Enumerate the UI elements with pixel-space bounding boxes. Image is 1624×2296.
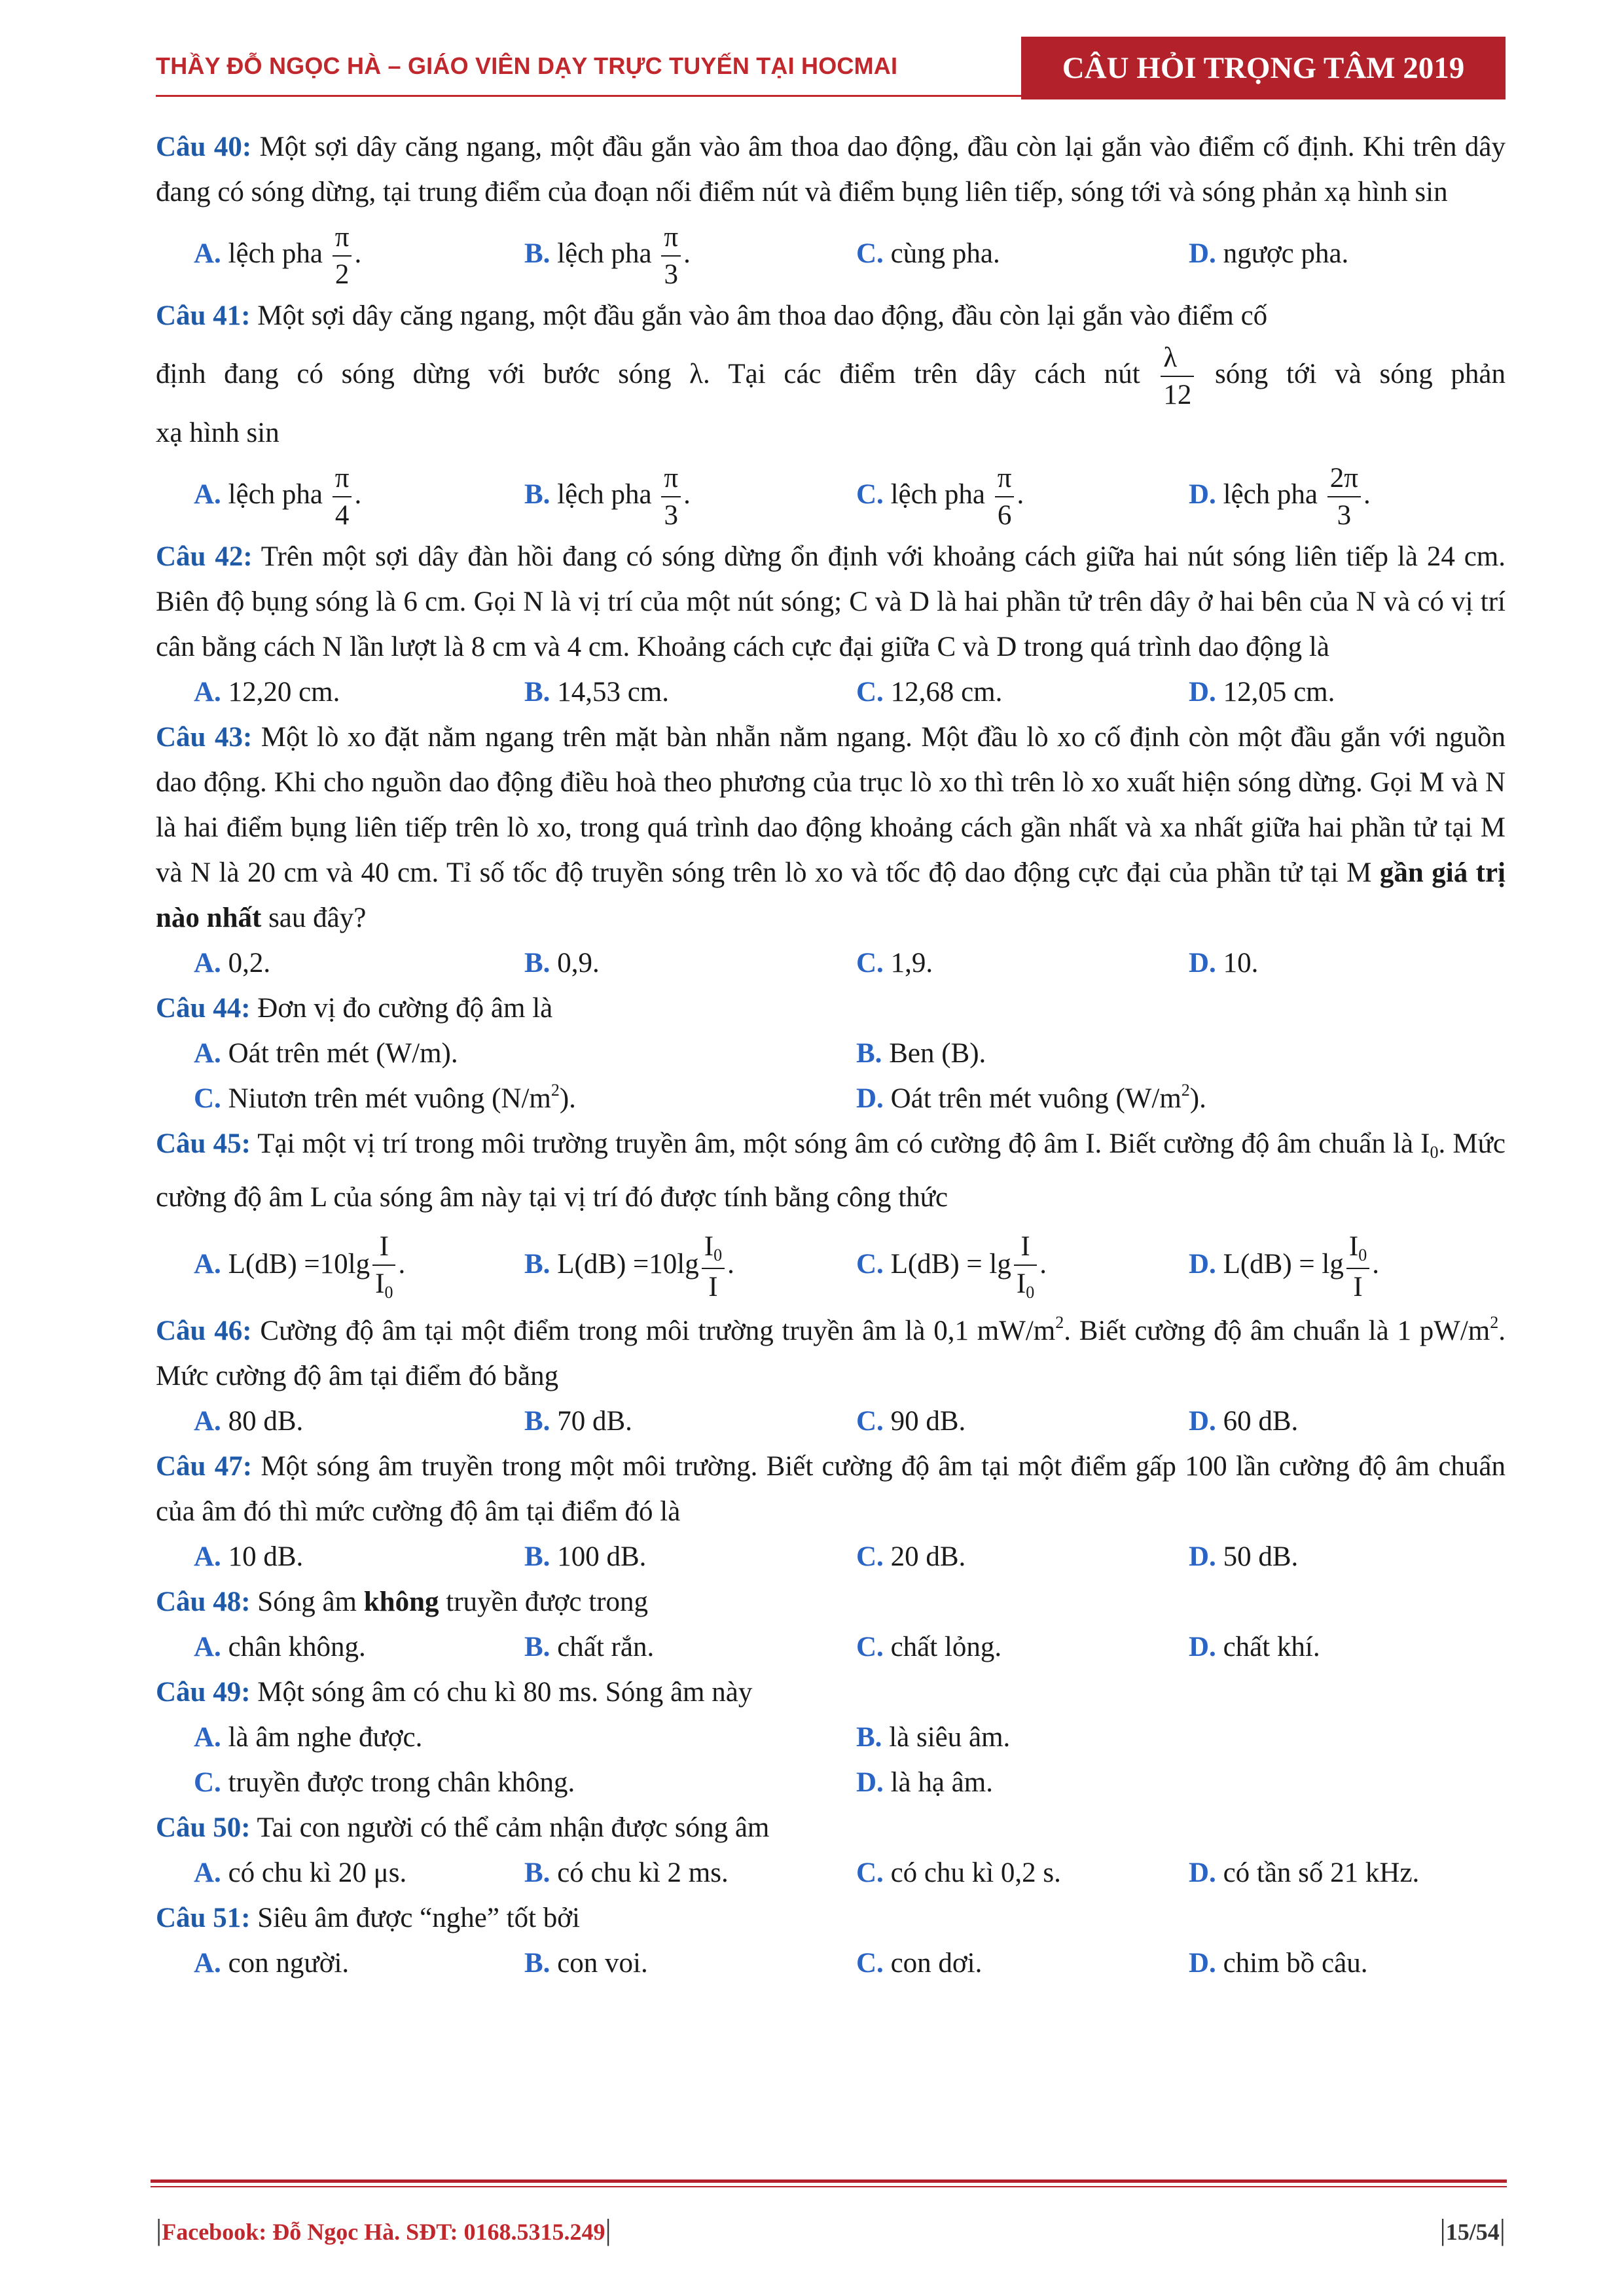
fraction: $\frac{\pi}{3}$	[661, 464, 681, 529]
question-49	[156, 1670, 1506, 1715]
question-label: Câu 44:	[156, 993, 251, 1024]
option-letter: B.	[524, 479, 550, 510]
option-c[interactable]: C. L(dB) = lg $\frac{I}{I_0}$ .	[856, 1230, 1047, 1302]
option-b[interactable]: B. lệch pha $\frac{\pi}{3}$ .	[524, 222, 691, 291]
option-c[interactable]: C. 12,68 cm.	[856, 677, 1003, 708]
fraction: $\frac{I}{I_0}$	[1014, 1232, 1037, 1301]
option-d[interactable]: D. là hạ âm.	[856, 1767, 993, 1798]
question-text: Một sóng âm có chu kì 80 ms. Sóng âm này	[257, 1677, 753, 1708]
option-d[interactable]: D. có tần số 21 kHz.	[1189, 1857, 1420, 1888]
option-c[interactable]: C. con dơi.	[856, 1948, 983, 1979]
question-text: Một lò xo đặt nằm ngang trên mặt bàn nhẵn nằm ngang. Một đầu lò xo cố định còn một đầu gắn với nguồn dao động. Khi cho nguồn dao động điều hoà theo phương của trục lò xo thì trên lò xo xuất hiện sóng dừng. Gọi M và N là hai điểm bụng liên tiếp trên lò xo, trong quá trình dao động khoảng cách gần nhất và xa nhất giữa hai phần tử tại M và N là 20 cm và 40 cm. Tỉ số tốc độ truyền sóng trên lò xo và tốc độ dao động cực đại của phần tử tại M	[156, 722, 1506, 888]
option-letter: C.	[856, 238, 884, 269]
fraction: $\frac{\lambda}{12}$	[1161, 344, 1194, 409]
option-text: cùng pha.	[890, 238, 1000, 269]
question-text: định đang có sóng dừng với bước sóng λ. Tại các điểm trên dây cách nút	[156, 359, 1140, 389]
option-c[interactable]	[856, 215, 1000, 293]
option-d[interactable]: D. chim bồ câu.	[1189, 1948, 1368, 1979]
option-c[interactable]: C. 20 dB.	[856, 1541, 966, 1572]
option-a[interactable]: A. lệch pha $\frac{\pi}{2}$ .	[194, 222, 362, 291]
option-b[interactable]: B. 100 dB.	[524, 1541, 647, 1572]
option-c[interactable]: C. 90 dB.	[856, 1406, 966, 1437]
question-text: Tại một vị trí trong môi trường truyền âm, một sóng âm có cường độ âm I. Biết cường độ	[257, 1128, 1270, 1159]
question-text: Siêu âm được “nghe” tốt bởi	[257, 1903, 580, 1933]
question-label: Câu 40:	[156, 132, 252, 162]
option-a[interactable]: A. chân không.	[194, 1632, 366, 1662]
question-label: Câu 42:	[156, 541, 253, 572]
fraction: $\frac{I}{I_0}$	[372, 1232, 395, 1301]
option-letter: D.	[1189, 479, 1216, 510]
fraction: $\frac{I_0}{I}$	[702, 1232, 725, 1301]
question-51	[156, 1895, 1506, 1941]
question-label: Câu 50:	[156, 1812, 251, 1843]
question-43: Câu 43: Một lò xo đặt nằm ngang trên mặt bàn nhẵn nằm ngang. Một đầu lò xo cố định còn một đầu gắn với nguồn dao động. Khi cho nguồn dao động điều hoà theo phương của trục lò xo thì trên lò xo xuất hiện sóng dừng. Gọi M và N là hai điểm bụng liên tiếp trên lò xo, trong quá trình dao động khoảng cách gần nhất và xa nhất giữa hai phần tử tại M và N là 20 cm và 40 cm. Tỉ số tốc độ truyền sóng trên lò xo và tốc độ dao động cực đại của phần tử tại M gần giá trị nào nhất sau đây?	[156, 722, 1506, 933]
option-d[interactable]: D. chất khí.	[1189, 1632, 1320, 1662]
footer-contact-text: Facebook: Đỗ Ngọc Hà. SĐT: 0168.5315.249	[162, 2219, 605, 2245]
option-d[interactable]: D. 12,05 cm.	[1189, 677, 1335, 708]
question-label: Câu 48:	[156, 1587, 251, 1617]
question-emphasis: gần giá trị nào nhất	[156, 857, 1506, 933]
page-number-text: 15/54	[1445, 2219, 1500, 2245]
option-letter: A.	[194, 479, 221, 510]
footer-divider-thin	[151, 2186, 1507, 2187]
option-c[interactable]: C. có chu kì 0,2 s.	[856, 1857, 1061, 1888]
fraction: $\frac{\pi}{4}$	[333, 464, 352, 529]
question-41-line2	[156, 338, 1506, 410]
option-text: lệch pha	[557, 238, 652, 269]
question-42	[156, 534, 1506, 670]
options-47	[156, 1534, 1506, 1579]
options-48	[156, 1624, 1506, 1670]
option-a[interactable]: A. 80 dB.	[194, 1406, 304, 1437]
option-b[interactable]: B. 70 dB.	[524, 1406, 632, 1437]
question-46: Câu 46: Cường độ âm tại một điểm trong môi trường truyền âm là 0,1 $mW/m^2$. Biết cường độ âm chuẩn là 1 $pW/m^2$. Mức cường độ âm tại điểm đó bằng	[156, 1313, 1506, 1391]
options-42	[156, 670, 1506, 715]
options-45	[156, 1220, 1506, 1308]
question-41	[156, 293, 1506, 338]
option-a[interactable]: A. là âm nghe được.	[194, 1722, 423, 1753]
option-a[interactable]: A. 12,20 cm.	[194, 677, 340, 708]
fraction: $\frac{\pi}{6}$	[995, 464, 1015, 529]
question-text: Tai con người có thể cảm nhận được sóng âm	[257, 1812, 770, 1843]
option-a[interactable]: A. có chu kì 20 μs.	[194, 1857, 407, 1888]
footer-contact: |Facebook: Đỗ Ngọc Hà. SĐT: 0168.5315.249|	[156, 2213, 611, 2246]
options-49-row2	[156, 1760, 1506, 1805]
option-b[interactable]: B. con voi.	[524, 1948, 648, 1979]
option-d[interactable]: D. lệch pha $\frac{2\pi}{3}$ .	[1189, 463, 1371, 531]
question-text: Một sóng âm truyền trong một môi trường. Biết cường độ âm tại một điểm gấp 100 lần cường độ âm chuẩn của âm đó thì mức cường độ âm tại điểm đó là	[156, 1451, 1506, 1527]
option-a[interactable]: A. L(dB) =10lg $\frac{I}{I_0}$ .	[194, 1230, 406, 1302]
option-text: lệch pha	[228, 238, 323, 269]
options-44-row2	[156, 1076, 1506, 1121]
header-divider	[156, 95, 1023, 97]
option-b[interactable]: B. 14,53 cm.	[524, 677, 669, 708]
question-label: Câu 49:	[156, 1677, 251, 1708]
option-d[interactable]: D. Oát trên mét vuông $(W/m^2)$.	[856, 1081, 1206, 1114]
option-c[interactable]: C. chất lỏng.	[856, 1632, 1002, 1662]
option-a[interactable]: A. con người.	[194, 1948, 350, 1979]
question-44	[156, 986, 1506, 1031]
footer-divider	[151, 2179, 1507, 2183]
option-letter: C.	[856, 479, 884, 510]
option-d[interactable]: D. 10.	[1189, 948, 1259, 978]
options-49-row1	[156, 1715, 1506, 1760]
option-b[interactable]: B. lệch pha $\frac{\pi}{3}$ .	[524, 463, 691, 531]
option-b[interactable]: B. L(dB) =10lg $\frac{I_0}{I}$ .	[524, 1230, 734, 1302]
option-text: ngược pha.	[1223, 238, 1349, 269]
question-text: sóng tới và sóng phản	[1215, 359, 1506, 389]
question-label: Câu 51:	[156, 1903, 251, 1933]
question-text: Đơn vị đo cường độ âm là	[257, 993, 553, 1024]
options-51	[156, 1941, 1506, 1986]
option-letter: B.	[524, 238, 550, 269]
options-40	[156, 215, 1506, 293]
option-b[interactable]: B. là siêu âm.	[856, 1722, 1011, 1753]
option-a[interactable]: A. lệch pha $\frac{\pi}{4}$ .	[194, 463, 362, 531]
question-label: Câu 41:	[156, 300, 251, 331]
option-letter: D.	[1189, 238, 1216, 269]
question-label: Câu 46:	[156, 1316, 252, 1346]
question-48: Câu 48: Sóng âm không truyền được trong	[156, 1587, 648, 1617]
fraction: $\frac{I_0}{I}$	[1346, 1232, 1369, 1301]
option-d[interactable]: D. L(dB) = lg $\frac{I_0}{I}$ .	[1189, 1230, 1379, 1302]
options-46	[156, 1399, 1506, 1444]
question-text: Một sợi dây căng ngang, một đầu gắn vào âm thoa dao động, đầu còn lại gắn vào điểm cố	[257, 300, 1268, 331]
question-41-line3: xạ hình sin	[156, 418, 280, 448]
header-badge: CÂU HỎI TRỌNG TÂM 2019	[1021, 37, 1506, 99]
question-45: Câu 45: Tại một vị trí trong môi trường truyền âm, một sóng âm có cường độ âm I. Biết cường độ âm chuẩn là $I_0$. Mức cường độ âm L của sóng âm này tại vị trí đó được tính bằng công thức	[156, 1128, 1506, 1213]
fraction: $\frac{2\pi}{3}$	[1327, 464, 1361, 529]
option-b[interactable]: B. 0,9.	[524, 948, 600, 978]
questions	[156, 124, 1506, 1986]
options-41	[156, 456, 1506, 534]
option-d[interactable]: D. 60 dB.	[1189, 1406, 1299, 1437]
question-label: Câu 47:	[156, 1451, 253, 1482]
fraction: $\frac{\pi}{2}$	[333, 223, 352, 289]
options-50	[156, 1850, 1506, 1895]
option-c[interactable]: C. truyền được trong chân không.	[194, 1767, 575, 1798]
option-a[interactable]: A. Oát trên mét (W/m).	[194, 1038, 458, 1069]
option-b[interactable]: B. có chu kì 2 ms.	[524, 1857, 729, 1888]
option-a[interactable]: A. 10 dB.	[194, 1541, 304, 1572]
option-b[interactable]: B. chất rắn.	[524, 1632, 655, 1662]
option-a[interactable]: A. 0,2.	[194, 948, 271, 978]
option-d[interactable]: D. 50 dB.	[1189, 1541, 1299, 1572]
fraction: $\frac{\pi}{3}$	[661, 223, 681, 289]
options-43	[156, 941, 1506, 986]
option-c[interactable]: C. 1,9.	[856, 948, 933, 978]
question-label: Câu 45:	[156, 1128, 251, 1159]
question-text: Một sợi dây căng ngang, một đầu gắn vào âm thoa dao động, đầu còn lại gắn vào điểm cố định. Khi trên dây đang có sóng dừng, tại trung điểm của đoạn nối điểm nút và điểm bụng liên tiếp, sóng tới và sóng phản xạ hình sin	[156, 132, 1506, 207]
option-letter: A.	[194, 238, 221, 269]
page-number: |15/54|	[1439, 2213, 1506, 2246]
question-40	[156, 124, 1506, 215]
option-c[interactable]: C. Niutơn trên mét vuông $(N/m^2)$.	[194, 1081, 576, 1114]
question-47	[156, 1444, 1506, 1534]
header-title: THẦY ĐỖ NGỌC HÀ – GIÁO VIÊN DẠY TRỰC TUYẾN TẠI HOCMAI	[156, 52, 898, 79]
question-50	[156, 1805, 1506, 1850]
options-44-row1	[156, 1031, 1506, 1076]
option-c[interactable]: C. lệch pha $\frac{\pi}{6}$ .	[856, 463, 1024, 531]
option-d[interactable]	[1189, 215, 1348, 293]
option-b[interactable]: B. Ben (B).	[856, 1038, 986, 1069]
question-label: Câu 43:	[156, 722, 253, 753]
question-text: Trên một sợi dây đàn hồi đang có sóng dừng ổn định với khoảng cách giữa hai nút sóng liên tiếp là 24 cm. Biên độ bụng sóng là 6 cm. Gọi N là vị trí của một nút sóng; C và D là hai phần tử trên dây ở hai bên của N và có vị trí cân bằng cách N lần lượt là 8 cm và 4 cm. Khoảng cách cực đại giữa C và D trong quá trình dao động là	[156, 541, 1506, 662]
